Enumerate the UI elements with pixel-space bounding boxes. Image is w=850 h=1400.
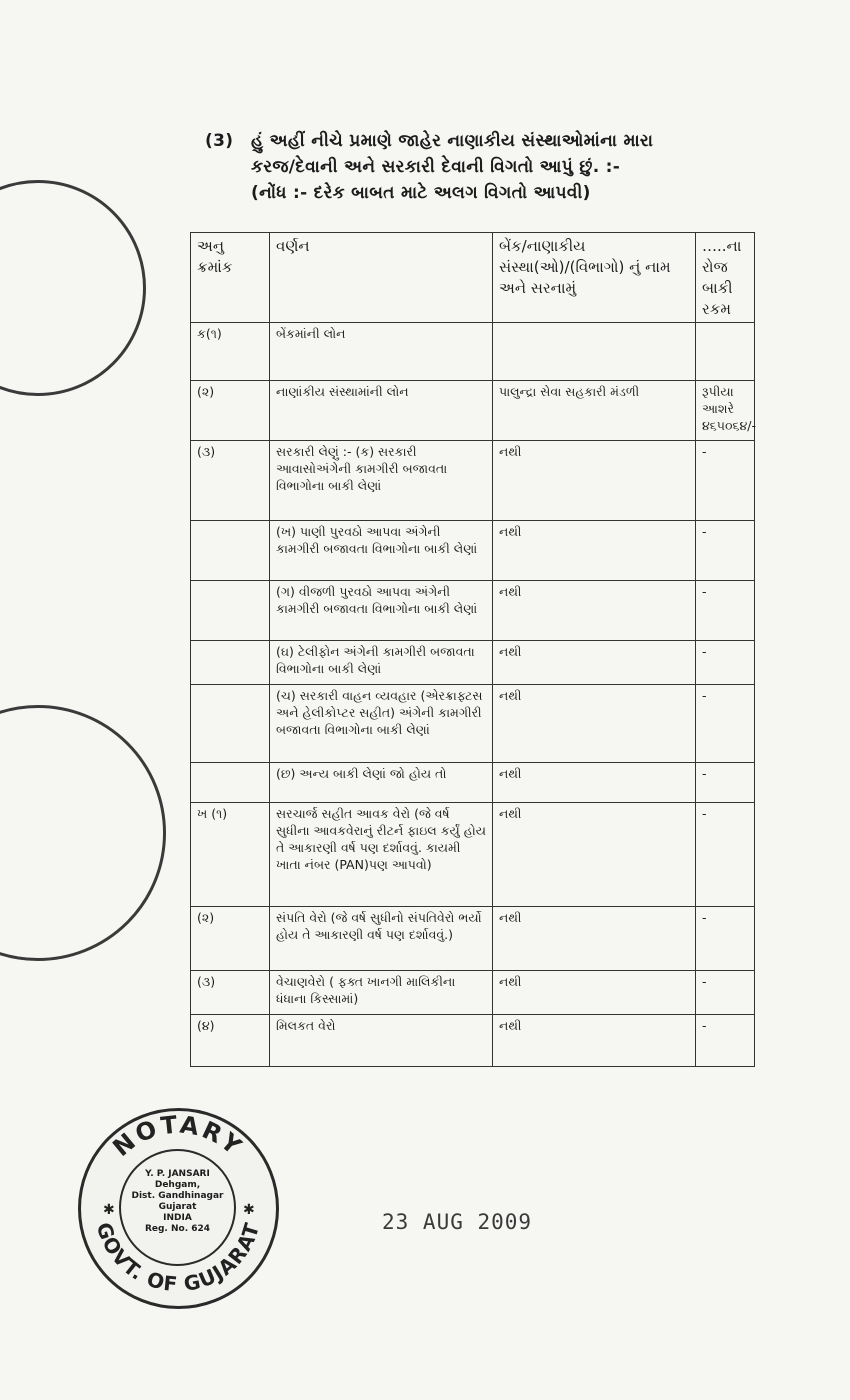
row-serial: [191, 581, 270, 641]
table-row: [191, 641, 755, 685]
header-description: વર્ણન: [270, 233, 493, 323]
heading-line-1: (3) હું અહીં નીચે પ્રમાણે જાહેર નાણાકીય સંસ્થાઓમાંના મારા: [205, 128, 765, 154]
liabilities-table: [190, 232, 755, 1067]
table-header-row: [191, 233, 755, 323]
row-amount: -: [696, 641, 755, 685]
row-description: (ઘ) ટેલીફોન અંગેની કામગીરી બજાવતા વિભાગોના બાકી લેણાં: [270, 641, 493, 685]
table-row: [191, 323, 755, 381]
row-serial: ખ (૧): [191, 803, 270, 907]
row-serial: ક(૧): [191, 323, 270, 381]
row-description: (ગ) વીજળી પુરવઠો આપવા અંગેની કામગીરી બજાવતા વિભાગોના બાકી લેણાં: [270, 581, 493, 641]
notary-seal: [78, 1108, 279, 1309]
header-amount: …..ના રોજ બાકી રકમ: [696, 233, 755, 323]
row-description: નાણાંકીય સંસ્થામાંની લોન: [270, 381, 493, 441]
row-institution: નથી: [493, 803, 696, 907]
row-serial: (૩): [191, 971, 270, 1015]
row-serial: (૨): [191, 907, 270, 971]
row-amount: -: [696, 581, 755, 641]
table-row: [191, 441, 755, 521]
star-icon: ✱: [103, 1202, 115, 1218]
row-serial: [191, 685, 270, 763]
row-description: સરકારી લેણું :- (ક) સરકારી આવાસોઅંગેની કામગીરી બજાવતા વિભાગોના બાકી લેણાં: [270, 441, 493, 521]
row-institution: નથી: [493, 685, 696, 763]
notary-reg-no: Reg. No. 624: [144, 1224, 211, 1234]
table-row: [191, 521, 755, 581]
row-institution: નથી: [493, 441, 696, 521]
row-description: બેંકમાંની લોન: [270, 323, 493, 381]
table-row: [191, 907, 755, 971]
seal-center: [119, 1149, 236, 1266]
row-institution: પાલુન્દ્રા સેવા સહકારી મંડળી: [493, 381, 696, 441]
seal-bottom-text: GOVT. OF GUJARAT: [91, 1219, 265, 1297]
row-amount: -: [696, 1015, 755, 1067]
row-amount: [696, 323, 755, 381]
heading-note: (નોંધ :- દરેક બાબત માટે અલગ વિગતો આપવી): [251, 183, 591, 203]
notary-district: Dist. Gandhinagar: [131, 1191, 224, 1201]
table-row: [191, 1015, 755, 1067]
date-stamp: 23 AUG 2009: [382, 1210, 533, 1234]
row-serial: (૩): [191, 441, 270, 521]
table-row: [191, 803, 755, 907]
table-row: [191, 381, 755, 441]
row-amount: -: [696, 763, 755, 803]
row-amount: -: [696, 685, 755, 763]
row-institution: નથી: [493, 907, 696, 971]
row-serial: (૪): [191, 1015, 270, 1067]
notary-name: Y. P. JANSARI: [145, 1169, 210, 1179]
table-row: [191, 971, 755, 1015]
row-institution: નથી: [493, 581, 696, 641]
row-institution: [493, 323, 696, 381]
row-institution: નથી: [493, 641, 696, 685]
notary-country: INDIA: [163, 1213, 192, 1223]
table-row: [191, 581, 755, 641]
row-amount: -: [696, 971, 755, 1015]
row-serial: [191, 641, 270, 685]
seal-top-text: NOTARY: [107, 1111, 249, 1163]
row-amount: -: [696, 521, 755, 581]
header-serial: અનુ ક્રમાંક: [191, 233, 270, 323]
notary-town: Dehgam,: [154, 1180, 201, 1190]
row-serial: [191, 763, 270, 803]
heading-line-2: કરજ/દેવાની અને સરકારી દેવાની વિગતો આપું છું. :-: [251, 157, 621, 177]
row-description: વેચાણવેરો ( ફક્ત ખાનગી માલિકીના ધંધાના કિસ્સામાં): [270, 971, 493, 1015]
row-description: સરચાર્જ સહીત આવક વેરો (જે વર્ષ સુધીના આવકવેરાનું રીટર્ન ફાઇલ કર્યું હોય તે આકારણી વર્ષ પણ દર્શાવવું. કાયમી ખાતા નંબર (PAN)પણ આપવો): [270, 803, 493, 907]
row-description: (છ) અન્ય બાકી લેણાં જો હોય તો: [270, 763, 493, 803]
section-heading: [205, 128, 765, 206]
row-description: (ખ) પાણી પુરવઠો આપવા અંગેની કામગીરી બજાવતા વિભાગોના બાકી લેણાં: [270, 521, 493, 581]
row-amount: રૂપીયા આશરે ૪૬૫૦૬૪/-: [696, 381, 755, 441]
partial-notary-seal-middle: [0, 705, 166, 961]
star-icon: ✱: [243, 1202, 255, 1218]
row-amount: -: [696, 803, 755, 907]
row-serial: (૨): [191, 381, 270, 441]
section-number: (3): [205, 131, 234, 151]
row-description: (ચ) સરકારી વાહન વ્યવહાર (એરક્રાફ્ટસ અને હેલીકોપ્ટર સહીત) અંગેની કામગીરી બજાવતા વિભાગોના બાકી લેણાં: [270, 685, 493, 763]
table-row: [191, 685, 755, 763]
row-institution: નથી: [493, 763, 696, 803]
row-institution: નથી: [493, 1015, 696, 1067]
partial-notary-seal-top: [0, 180, 146, 396]
header-institution: બેંક/નાણાકીય સંસ્થા(ઓ)/(વિભાગો) નું નામ અને સરનામું: [493, 233, 696, 323]
row-description: મિલકત વેરો: [270, 1015, 493, 1067]
row-description: સંપતિ વેરો (જે વર્ષ સુધીનો સંપતિવેરો ભર્યો હોય તે આકારણી વર્ષ પણ દર્શાવવું.): [270, 907, 493, 971]
notary-state: Gujarat: [158, 1202, 197, 1212]
row-serial: [191, 521, 270, 581]
table-row: [191, 763, 755, 803]
row-amount: -: [696, 907, 755, 971]
row-institution: નથી: [493, 971, 696, 1015]
row-institution: નથી: [493, 521, 696, 581]
row-amount: -: [696, 441, 755, 521]
